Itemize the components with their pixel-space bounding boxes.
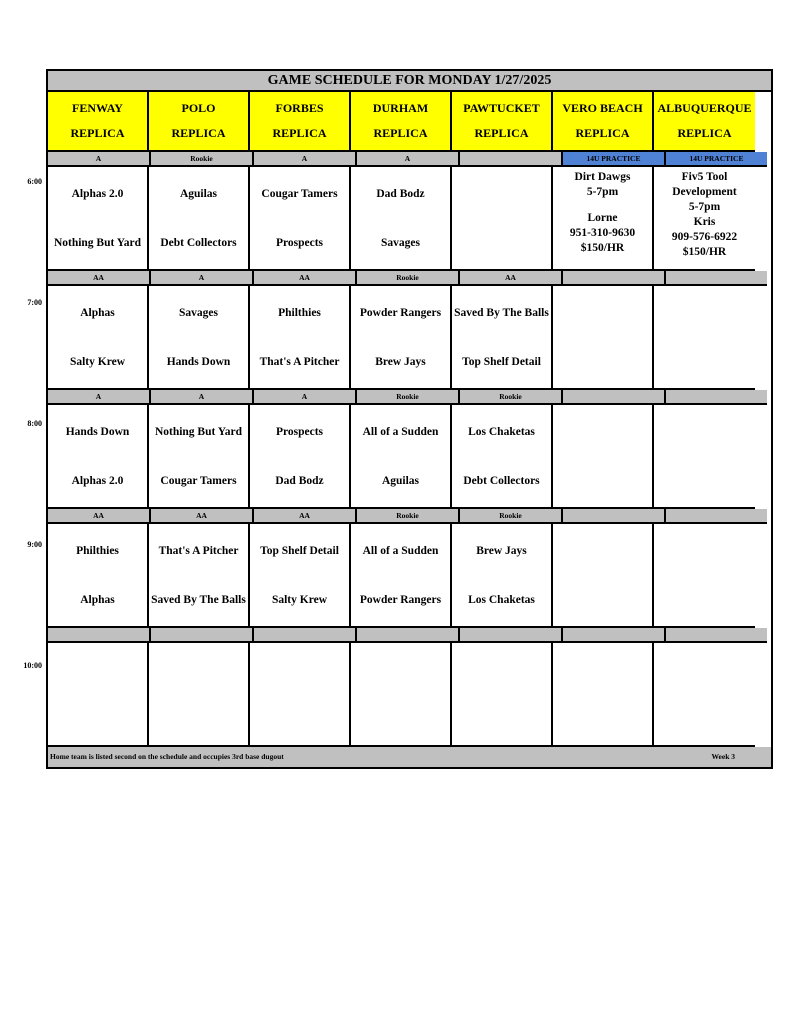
game-cell [654, 405, 755, 509]
game-cell [149, 286, 250, 390]
division-label [563, 628, 666, 643]
division-label: A [151, 271, 254, 286]
away-team: Powder Rangers [359, 306, 442, 319]
game-cell [149, 167, 250, 271]
division-label: A [151, 390, 254, 405]
time-label: 8:00 [27, 419, 42, 428]
game-cell [250, 286, 351, 390]
game-row [48, 405, 771, 509]
division-label [48, 628, 151, 643]
practice-booking [553, 167, 654, 271]
away-team: All of a Sudden [362, 544, 439, 557]
division-label: AA [254, 271, 357, 286]
home-team: Cougar Tamers [160, 474, 237, 487]
field-header [351, 92, 452, 152]
division-label: AA [460, 271, 563, 286]
field-header-row [48, 92, 771, 152]
game-cell [553, 405, 654, 509]
away-team: Los Chaketas [468, 425, 535, 438]
division-label: A [254, 152, 357, 167]
division-label: AA [151, 509, 254, 524]
field-name: FORBES [275, 101, 324, 115]
practice-booking [654, 167, 755, 271]
division-label: Rookie [460, 509, 563, 524]
away-team: That's A Pitcher [158, 544, 239, 557]
game-cell [452, 643, 553, 747]
away-team: Top Shelf Detail [260, 544, 339, 557]
schedule-sheet [46, 69, 773, 769]
division-label: Rookie [357, 271, 460, 286]
game-cell [654, 524, 755, 628]
game-cell [250, 524, 351, 628]
game-row [48, 643, 771, 747]
division-label: Rookie [460, 390, 563, 405]
game-cell [48, 167, 149, 271]
home-team: Alphas 2.0 [71, 474, 124, 487]
field-header [149, 92, 250, 152]
game-cell [553, 286, 654, 390]
home-team: Nothing But Yard [53, 236, 142, 249]
division-label [254, 628, 357, 643]
home-team: Salty Krew [69, 355, 126, 368]
field-subtitle: REPLICA [70, 126, 125, 140]
rate: $150/HR [682, 246, 727, 258]
division-label [151, 628, 254, 643]
division-label: 14U PRACTICE [563, 152, 666, 167]
game-row [48, 286, 771, 390]
division-label [666, 628, 767, 643]
game-cell [452, 405, 553, 509]
level-band [48, 271, 771, 286]
game-cell [149, 643, 250, 747]
home-team: Debt Collectors [160, 236, 237, 249]
away-team: Prospects [275, 425, 324, 438]
home-team: Saved By The Balls [151, 593, 246, 606]
away-team: Saved By The Balls [454, 306, 549, 319]
field-name: POLO [181, 101, 216, 115]
home-team: Aguilas [381, 474, 420, 487]
time-label: 6:00 [27, 177, 42, 186]
home-team: Top Shelf Detail [462, 355, 541, 368]
level-band [48, 390, 771, 405]
field-header [452, 92, 553, 152]
game-cell [553, 643, 654, 747]
away-team: Savages [179, 306, 218, 319]
field-subtitle: REPLICA [171, 126, 226, 140]
week-label: Week 3 [711, 752, 735, 761]
field-subtitle: REPLICA [474, 126, 529, 140]
game-cell [351, 643, 452, 747]
time-label: 10:00 [23, 661, 42, 670]
away-team: Alphas [80, 306, 115, 319]
home-team: Salty Krew [271, 593, 328, 606]
division-label: Rookie [357, 509, 460, 524]
field-header [654, 92, 755, 152]
game-cell [149, 405, 250, 509]
home-team: Alphas [80, 593, 115, 606]
game-cell [48, 643, 149, 747]
division-label [563, 509, 666, 524]
away-team: Cougar Tamers [261, 187, 338, 200]
game-cell [250, 643, 351, 747]
away-team: Philthies [76, 544, 119, 557]
away-team: Alphas 2.0 [71, 187, 124, 200]
field-header [48, 92, 149, 152]
practice-time: 5-7pm [688, 201, 721, 213]
division-label: 14U PRACTICE [666, 152, 767, 167]
home-team: Dad Bodz [275, 474, 324, 487]
division-label [666, 509, 767, 524]
field-name: VERO BEACH [562, 101, 643, 115]
game-cell [250, 167, 351, 271]
away-team: Dad Bodz [376, 187, 425, 200]
away-team: Aguilas [179, 187, 218, 200]
division-label [460, 152, 563, 167]
away-team: Brew Jays [476, 544, 527, 557]
contact-name: Lorne [587, 212, 618, 224]
contact-name: Kris [693, 216, 716, 228]
game-cell [149, 524, 250, 628]
home-team: Savages [381, 236, 420, 249]
level-band [48, 152, 771, 167]
footer-note: Home team is listed second on the schedule and occupies 3rd base dugout [50, 752, 284, 761]
home-team: That's A Pitcher [259, 355, 340, 368]
game-cell [48, 524, 149, 628]
time-label: 7:00 [27, 298, 42, 307]
game-row [48, 524, 771, 628]
game-cell [351, 167, 452, 271]
home-team: Debt Collectors [463, 474, 540, 487]
away-team: Hands Down [65, 425, 130, 438]
contact-phone: 951-310-9630 [569, 227, 636, 239]
field-subtitle: REPLICA [575, 126, 630, 140]
home-team: Prospects [275, 236, 324, 249]
division-label: A [48, 390, 151, 405]
game-cell [452, 286, 553, 390]
game-cell [48, 286, 149, 390]
game-cell [654, 286, 755, 390]
field-name: DURHAM [372, 101, 429, 115]
away-team: Philthies [278, 306, 321, 319]
field-name: PAWTUCKET [463, 101, 540, 115]
away-team: All of a Sudden [362, 425, 439, 438]
field-header [553, 92, 654, 152]
division-label: AA [48, 271, 151, 286]
game-cell [654, 643, 755, 747]
field-name: ALBUQUERQUE [657, 101, 752, 115]
practice-time: 5-7pm [586, 186, 619, 198]
game-cell [553, 524, 654, 628]
field-subtitle: REPLICA [373, 126, 428, 140]
division-label: AA [254, 509, 357, 524]
level-band [48, 509, 771, 524]
field-header [250, 92, 351, 152]
home-team: Hands Down [166, 355, 231, 368]
division-label [357, 628, 460, 643]
level-band [48, 628, 771, 643]
field-name: FENWAY [72, 101, 123, 115]
time-slots [48, 152, 771, 747]
practice-team: Dirt Dawgs [574, 171, 631, 183]
home-team: Los Chaketas [468, 593, 535, 606]
contact-phone: 909-576-6922 [671, 231, 738, 243]
game-cell [48, 405, 149, 509]
practice-team: Fiv5 Tool Development [672, 171, 737, 198]
schedule-title: GAME SCHEDULE FOR MONDAY 1/27/2025 [48, 71, 771, 92]
game-cell [351, 524, 452, 628]
division-label: AA [48, 509, 151, 524]
home-team: Brew Jays [375, 355, 426, 368]
game-cell [351, 286, 452, 390]
field-subtitle: REPLICA [272, 126, 327, 140]
time-label: 9:00 [27, 540, 42, 549]
division-label: A [357, 152, 460, 167]
division-label: Rookie [151, 152, 254, 167]
away-team: Nothing But Yard [154, 425, 243, 438]
home-team: Powder Rangers [359, 593, 442, 606]
division-label [666, 271, 767, 286]
game-cell [250, 405, 351, 509]
schedule-footer [48, 747, 771, 767]
division-label: A [254, 390, 357, 405]
division-label [460, 628, 563, 643]
division-label: Rookie [357, 390, 460, 405]
game-cell [351, 405, 452, 509]
division-label [666, 390, 767, 405]
game-cell [452, 524, 553, 628]
field-subtitle: REPLICA [677, 126, 732, 140]
division-label [563, 271, 666, 286]
game-row [48, 167, 771, 271]
division-label [563, 390, 666, 405]
division-label: A [48, 152, 151, 167]
rate: $150/HR [580, 242, 625, 254]
game-cell [452, 167, 553, 271]
